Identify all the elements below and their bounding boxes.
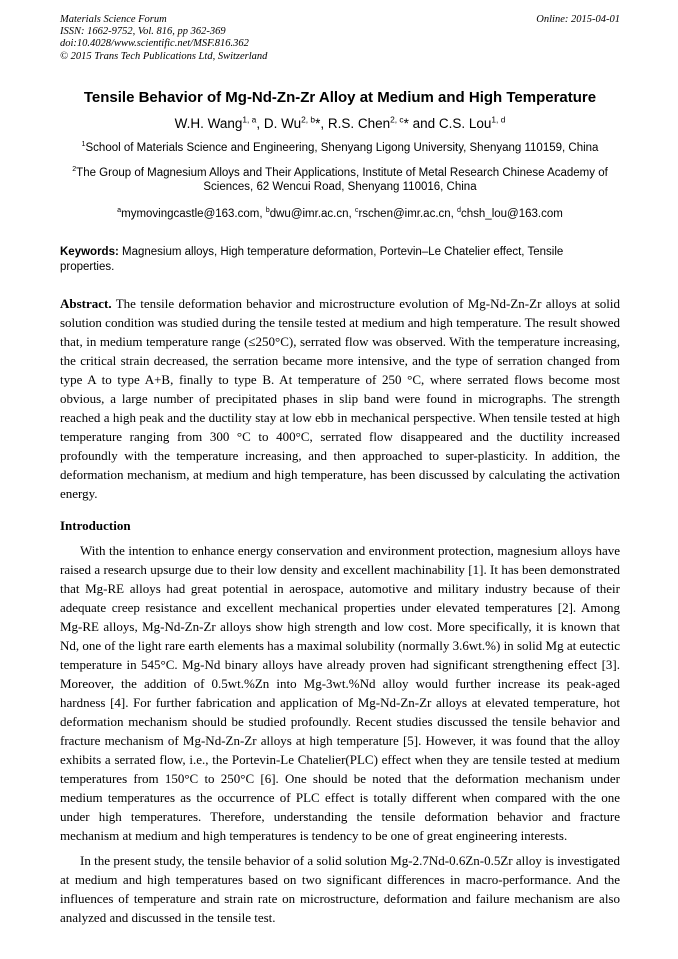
paper-title: Tensile Behavior of Mg-Nd-Zn-Zr Alloy at Medium and High Temperature bbox=[83, 88, 597, 106]
issn-line: ISSN: 1662-9752, Vol. 816, pp 362-369 bbox=[60, 26, 226, 38]
online-date: Online: 2015-04-01 bbox=[536, 14, 620, 25]
journal-header bbox=[60, 14, 620, 63]
journal-name: Materials Science Forum bbox=[60, 14, 167, 25]
abstract-block bbox=[60, 294, 620, 503]
intro-paragraph-2: In the present study, the tensile behavior of a solid solution Mg-2.7Nd-0.6Zn-0.5Zr alloy is investigated at medium and high temperatures based on two significant differences in macro-performance. And the influences of temperature and strain rate on microstructure, deformation and failure mechanism are also analyzed and discussed in the tensile test. bbox=[60, 853, 620, 926]
author-emails: $^a$mymovingcastle@163.com, $^b$dwu@imr.ac.cn, $^c$rschen@imr.ac.cn, $^d$chsh_lou@163.com bbox=[117, 206, 563, 221]
affiliation-2: $^2$The Group of Magnesium Alloys and Their Applications, Institute of Metal Research Chinese Academy of Sciences, 62 Wencui Road, Shenyang 110016, China bbox=[72, 164, 608, 194]
section-heading-introduction: Introduction bbox=[60, 518, 131, 534]
keywords-text: Magnesium alloys, High temperature deformation, Portevin–Le Chatelier effect, Tensile properties. bbox=[60, 246, 564, 274]
authors-line: W.H. Wang$^{1, a}$, D. Wu$^{2, b}$*, R.S. Chen$^{2, c}$* and C.S. Lou$^{1, d}$ bbox=[174, 114, 506, 131]
keywords-label: Keywords: bbox=[60, 246, 119, 259]
doi-line: doi:10.4028/www.scientific.net/MSF.816.362 bbox=[60, 38, 249, 50]
affiliation-1: $^1$School of Materials Science and Engineering, Shenyang Ligong University, Shenyang 110159, China bbox=[81, 139, 599, 154]
journal-header-left bbox=[60, 14, 267, 63]
copyright-line: © 2015 Trans Tech Publications Ltd, Switzerland bbox=[60, 50, 268, 62]
abstract-label: Abstract. bbox=[60, 296, 112, 312]
intro-paragraph-1: With the intention to enhance energy conservation and environment protection, magnesium alloys have raised a research upsurge due to their low density and excellent machinability [1]. It has been demonstrated that Mg-RE alloys had great potential in aerospace, automotive and military industry because of their adequate creep resistance and excellent mechanical properties under elevated temperatures [2]. Among Mg-RE alloys, Mg-Nd-Zn-Zr alloys show high strength and low cost. More specifically, it is known that Nd, one of the light rare earth elements has a maximal solubility (normally 3.6wt.%) in solid Mg at eutectic temperature in 545°C. Mg-Nd binary alloys have already proven had significant strengthening effect [3]. Moreover, the addition of 0.5wt.%Zn into Mg-3wt.%Nd alloy would further increase its peak-aged hardness [4]. For further fabrication and application of Mg-Nd-Zn-Zr alloys at elevated temperature, hot deformation mechanism should be studied profoundly. Recent studies discussed the tensile behavior and fracture mechanism of Mg-Nd-Zn-Zr alloys at high temperature [5]. However, it was found that the alloy exhibits a serrated flow, i.e., the Portevin-Le Chatelier(PLC) effect when they are tensile tested at medium temperatures from 150°C to 250°C [6]. One should be noted that the deformation mechanism under medium temperatures as the occurrence of PLC effect is totally different when compared with the one under high temperatures. Therefore, understanding the tensile deformation behavior and fracture mechanism at medium and high temperatures is tendency to be one of great engineering interests. bbox=[60, 543, 620, 844]
abstract-text: The tensile deformation behavior and microstructure evolution of Mg-Nd-Zn-Zr alloys at solid solution condition was studied during the tensile tested at medium and high temperature. The result showed that, in medium temperature range (≤250°C), serrated flow was observed. With the temperature increasing, the critical strain decreased, the serration became more intensive, and the type of serration changed from type A to type A+B, finally to type B. At temperature of 250 °C, where serrated flows become most obvious, a large number of precipitated phases in slip band were found in micrographs. The strength reached a high peak and the ductility stay at low ebb in mechanical perspective. When tensile tested at high temperature ranging from 300 °C to 400°C, serrated flow disappeared and the ductility increased profoundly with the temperature increasing, and then approached to super-plasticity. In addition, the deformation mechanism, at medium and high temperature, has been discussed by calculating the activation energy. bbox=[60, 296, 620, 502]
keywords-block bbox=[60, 245, 620, 275]
